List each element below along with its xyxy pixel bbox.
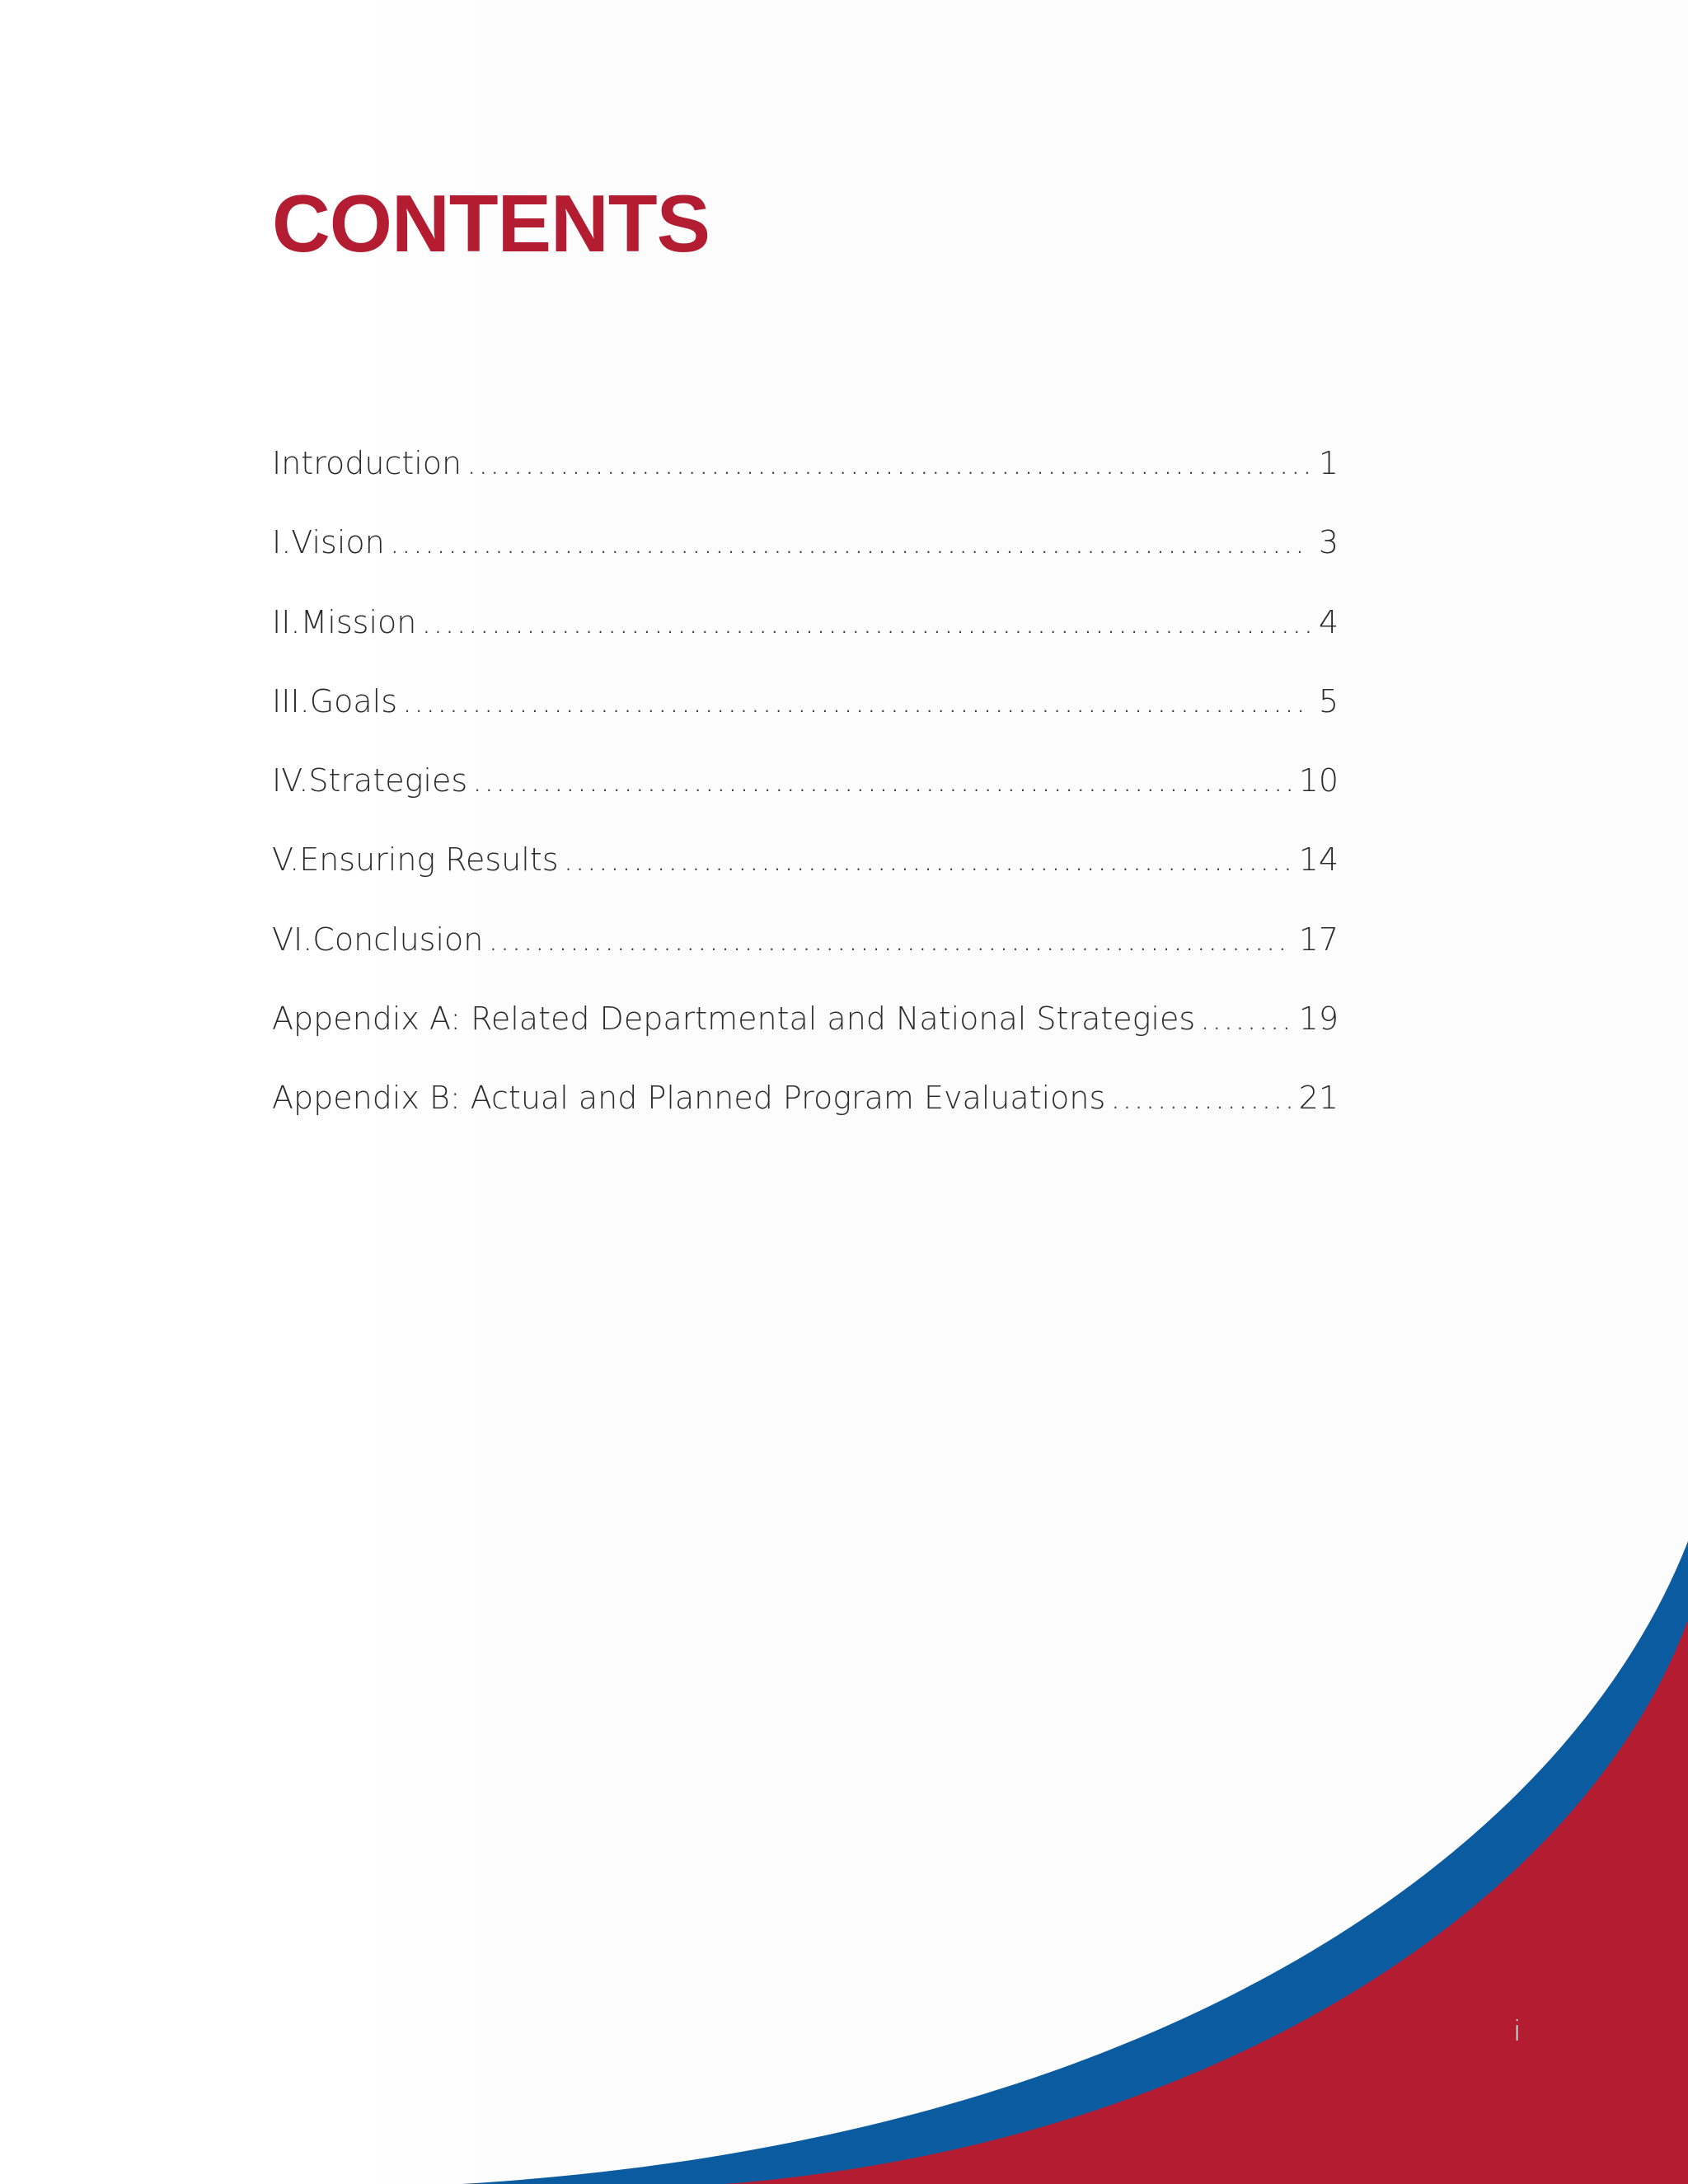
toc-entry-title: Appendix B: Actual and Planned Program Evaluations bbox=[272, 1080, 1106, 1117]
toc-page-number: 3 bbox=[1318, 524, 1339, 561]
toc-entry-title: Strategies bbox=[308, 762, 468, 799]
toc-section-number: V. bbox=[272, 841, 300, 879]
toc-entry-title: Vision bbox=[291, 524, 385, 561]
toc-page-number: 21 bbox=[1298, 1080, 1339, 1117]
toc-section-number: IV. bbox=[272, 762, 309, 799]
toc-section-number: VI. bbox=[272, 921, 313, 958]
toc-entry-title: Mission bbox=[300, 603, 417, 640]
toc-entry-title: Ensuring Results bbox=[299, 841, 559, 879]
toc-entry-title: Goals bbox=[309, 682, 398, 719]
toc-section-number: II. bbox=[272, 603, 301, 640]
toc-entry-title: Conclusion bbox=[312, 921, 484, 958]
toc-section-number: III. bbox=[272, 682, 310, 719]
toc-page-number: 5 bbox=[1318, 682, 1339, 719]
toc-section-number: I. bbox=[272, 524, 292, 561]
toc-page-number: 14 bbox=[1298, 841, 1339, 879]
page-number: i bbox=[1513, 2015, 1522, 2048]
page-title: CONTENTS bbox=[272, 178, 710, 269]
toc-page-number: 10 bbox=[1298, 762, 1339, 799]
swoosh-red-band bbox=[725, 1619, 1688, 2184]
toc-entry-title: Introduction bbox=[272, 445, 462, 481]
toc-page-number: 19 bbox=[1298, 1001, 1339, 1038]
toc-page-number: 17 bbox=[1298, 921, 1339, 958]
toc-page-number: 4 bbox=[1318, 603, 1339, 640]
toc-page-number: 1 bbox=[1318, 445, 1339, 481]
toc-entry-title: Appendix A: Related Departmental and National Strategies bbox=[272, 1001, 1196, 1038]
